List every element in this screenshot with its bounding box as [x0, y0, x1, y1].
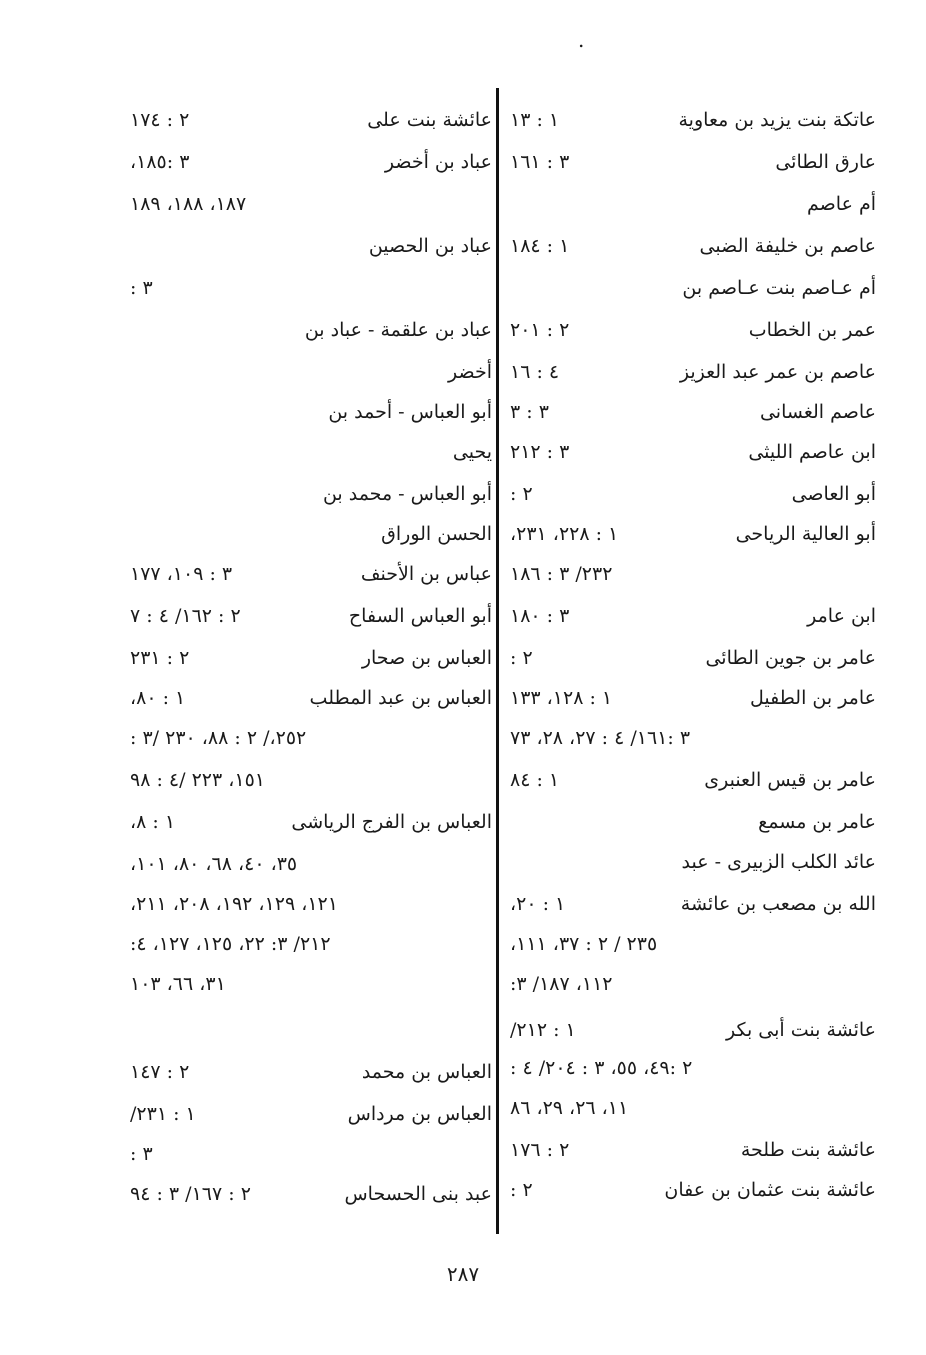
entry-name: العباس بن عبد المطلب	[309, 687, 492, 709]
index-entry	[510, 964, 876, 1004]
entry-reference: ١ : ١٨٤	[510, 235, 570, 257]
index-entry	[510, 1010, 876, 1050]
index-entry	[510, 638, 876, 678]
index-entry	[510, 802, 876, 842]
entry-reference: ٣ : ١٠٩، ١٧٧	[130, 563, 233, 585]
entry-reference: ١١٢، ١٨٧/ ٣:	[510, 973, 613, 995]
entry-reference: ١٨٧، ١٨٨، ١٨٩	[130, 193, 247, 215]
entry-reference: ٢ :	[510, 483, 533, 505]
entry-reference: ١ : ٢٢٨، ٢٣١،	[510, 523, 619, 545]
entry-name: عامر بن مسمع	[758, 811, 876, 833]
entry-name: عباس بن الأحنف	[360, 563, 492, 585]
entry-reference: ١ : ٨،	[130, 811, 176, 833]
index-entry	[510, 760, 876, 800]
entry-name: أبو العباس - محمد بن	[322, 483, 492, 505]
entry-name: أم عاصم	[807, 193, 876, 215]
entry-reference: ٣ :١٨٥،	[130, 151, 190, 173]
entry-reference: ١١، ٢٦، ٢٩، ٨٦	[510, 1097, 629, 1119]
entry-name: يحيى	[452, 441, 492, 463]
index-entry	[130, 760, 492, 800]
entry-reference: ٣١، ٦٦، ١٠٣	[130, 973, 226, 995]
entry-name: عائشة بنت أبى بكر	[725, 1019, 876, 1041]
entry-name: العباس بن الفرج الرياشى	[291, 811, 492, 833]
entry-reference: ١ : ٢٠،	[510, 893, 566, 915]
entry-name: عاتكة بنت يزيد بن معاوية	[678, 109, 876, 131]
entry-reference: ٢ : ٢٠١	[510, 319, 570, 341]
entry-name: الله بن مصعب بن عائشة	[680, 893, 876, 915]
index-entry	[130, 1174, 492, 1214]
index-entry	[510, 392, 876, 432]
index-entry	[510, 432, 876, 472]
index-entry	[130, 924, 492, 964]
entry-reference: ٢ : ٢٣١	[130, 647, 190, 669]
index-entry	[130, 100, 492, 140]
index-entry	[510, 310, 876, 350]
entry-reference: ١ : ٨٠،	[130, 687, 186, 709]
index-entry	[510, 884, 876, 924]
entry-name: ابن عاصم الليثى	[748, 441, 876, 463]
index-entry	[510, 924, 876, 964]
entry-name: عباد بن الحصين	[368, 235, 492, 257]
index-entry	[510, 1130, 876, 1170]
entry-reference: ٢ : ١٤٧	[130, 1061, 190, 1083]
entry-name: أبو العباس السفاح	[348, 605, 492, 627]
index-entry	[510, 514, 876, 554]
entry-name: عاصم بن خليفة الضبى	[699, 235, 876, 257]
index-entry	[510, 678, 876, 718]
index-entry	[510, 226, 876, 266]
entry-name: عائشة بنت عثمان بن عفان	[664, 1179, 876, 1201]
index-entry	[130, 718, 492, 758]
index-entry	[130, 964, 492, 1004]
index-entry	[130, 638, 492, 678]
entry-reference: ١٥١، ٢٢٣ /٤ : ٩٨	[130, 769, 265, 791]
entry-reference: ٢ :٤٩، ٥٥، ٣ : ٢٠٤/ ٤ :	[510, 1057, 693, 1079]
entry-reference: ٢ :	[510, 1179, 533, 1201]
index-entry	[130, 884, 492, 924]
index-entry	[510, 142, 876, 182]
index-entry	[510, 352, 876, 392]
entry-reference: ٢ : ١٦٢/ ٤ : ٧	[130, 605, 241, 627]
entry-reference: ٢١٢/ ٣: ٢٢، ١٢٥، ١٢٧، ٤:	[130, 933, 331, 955]
entry-name: عارق الطائى	[775, 151, 876, 173]
index-entry	[510, 554, 876, 594]
index-entry	[130, 678, 492, 718]
index-entry	[510, 1170, 876, 1210]
entry-reference: ٣ :	[130, 277, 153, 299]
entry-reference: ٢ : ١٦٧/ ٣ : ٩٤	[130, 1183, 251, 1205]
index-entry	[510, 474, 876, 514]
index-entry	[510, 268, 876, 308]
entry-name: عامر بن قيس العنبرى	[704, 769, 876, 791]
entry-reference: ١ : ٨٤	[510, 769, 560, 791]
entry-reference: ٢ : ١٧٤	[130, 109, 190, 131]
entry-name: الحسن الوراق	[381, 523, 492, 545]
entry-reference: ١ : ٢١٢/	[510, 1019, 576, 1041]
entry-reference: ٢ : ١٧٦	[510, 1139, 570, 1161]
entry-name: عامر بن الطفيل	[749, 687, 876, 709]
index-entry	[130, 474, 492, 514]
entry-name: أخضر	[448, 361, 492, 383]
entry-name: عائشة بنت طلحة	[740, 1139, 876, 1161]
index-entry	[510, 718, 876, 758]
top-mark: .	[578, 28, 585, 52]
index-entry	[130, 1134, 492, 1174]
entry-reference: ٣٥، ٤٠، ٦٨، ٨٠، ١٠١،	[130, 853, 298, 875]
entry-reference: ٣ : ١٨٠	[510, 605, 570, 627]
index-entry	[130, 432, 492, 472]
index-entry	[130, 226, 492, 266]
entry-reference: ١ : ١٢٨، ١٣٣	[510, 687, 613, 709]
entry-reference: ٤ : ١٦	[510, 361, 560, 383]
entry-reference: ٢٣٢/ ٣ : ١٨٦	[510, 563, 613, 585]
index-entry	[130, 392, 492, 432]
entry-name: عباد بن أخضر	[384, 151, 492, 173]
entry-name: أم عـاصم بنت عـاصم بن	[682, 277, 876, 299]
entry-reference: ٣ :	[130, 1143, 153, 1165]
index-entry	[510, 1048, 876, 1088]
index-entry	[130, 1052, 492, 1092]
entry-name: عائد الكلب الزبيرى - عبد	[681, 851, 876, 873]
index-entry	[130, 844, 492, 884]
index-entry	[130, 554, 492, 594]
entry-name: عائشة بنت على	[367, 109, 492, 131]
index-entry	[510, 596, 876, 636]
index-entry	[130, 268, 492, 308]
index-entry	[130, 352, 492, 392]
index-entry	[130, 514, 492, 554]
entry-name: ابن عامر	[807, 605, 876, 627]
entry-reference: ١٢١، ١٢٩، ١٩٢، ٢٠٨، ٢١١،	[130, 893, 338, 915]
column-divider	[496, 88, 499, 1234]
entry-name: أبو العاصى	[791, 483, 876, 505]
entry-name: عباد بن علقمة - عباد بن	[304, 319, 492, 341]
entry-name: العباس بن محمد	[361, 1061, 492, 1083]
entry-name: عمر بن الخطاب	[748, 319, 876, 341]
index-entry	[130, 310, 492, 350]
entry-reference: ٢ :	[510, 647, 533, 669]
entry-name: العباس بن صحار	[361, 647, 492, 669]
entry-reference: ٢٣٥ / ٢ : ٣٧، ١١١،	[510, 933, 658, 955]
index-entry	[130, 802, 492, 842]
index-entry	[510, 100, 876, 140]
entry-name: عاصم الغسانى	[759, 401, 876, 423]
entry-reference: ٣ : ١٦١	[510, 151, 570, 173]
entry-reference: ١ : ٢٣١/	[130, 1103, 196, 1125]
page-number: ٢٨٧	[446, 1262, 480, 1286]
entry-reference: ٢٥٢،/ ٢ : ٨٨، ٢٣٠ /٣ :	[130, 727, 307, 749]
entry-name: العباس بن مرداس	[347, 1103, 492, 1125]
index-entry	[510, 842, 876, 882]
entry-reference: ٣ : ٢١٢	[510, 441, 570, 463]
entry-name: أبو العالية الرياحى	[735, 523, 876, 545]
entry-name: عبد بنى الحسحاس	[344, 1183, 492, 1205]
entry-reference: ٣ :١٦١/ ٤ : ٢٧، ٢٨، ٧٣	[510, 727, 691, 749]
index-entry	[130, 142, 492, 182]
entry-reference: ١ : ١٣	[510, 109, 560, 131]
entry-reference: ٣ : ٣	[510, 401, 549, 423]
index-entry	[130, 596, 492, 636]
index-entry	[510, 184, 876, 224]
entry-name: عامر بن جوين الطائى	[705, 647, 876, 669]
entry-name: عاصم بن عمر عبد العزيز	[679, 361, 876, 383]
index-entry	[130, 1094, 492, 1134]
index-entry	[130, 184, 492, 224]
index-entry	[510, 1088, 876, 1128]
entry-name: أبو العباس - أحمد بن	[328, 401, 492, 423]
